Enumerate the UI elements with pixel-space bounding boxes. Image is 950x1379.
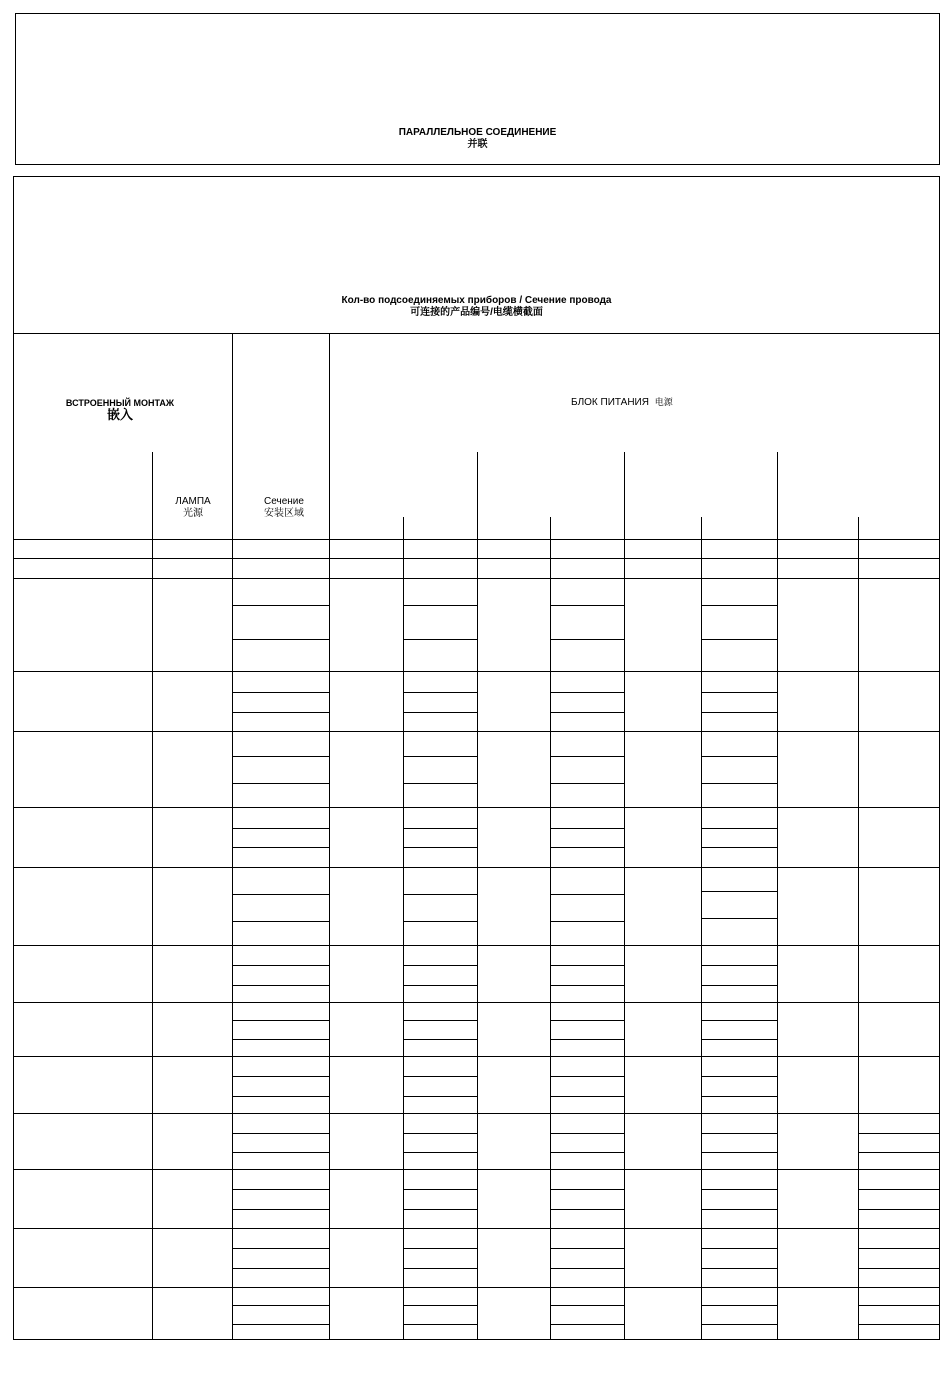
parallel-title	[15, 127, 940, 150]
grid-line-h	[858, 1189, 940, 1190]
grid-line-h	[858, 1248, 940, 1249]
grid-line-h	[13, 1056, 940, 1057]
grid-line-h	[550, 921, 624, 922]
grid-line-h	[13, 1169, 940, 1170]
grid-line-h	[403, 712, 477, 713]
grid-line-h	[701, 1133, 777, 1134]
grid-line-h	[701, 692, 777, 693]
grid-line-h	[701, 1096, 777, 1097]
grid-line-h	[858, 1305, 940, 1306]
grid-line-h	[232, 605, 329, 606]
grid-line-v	[329, 333, 330, 1340]
grid-line-h	[550, 1268, 624, 1269]
grid-line-h	[550, 1076, 624, 1077]
grid-line-h	[13, 1002, 940, 1003]
grid-line-h	[550, 712, 624, 713]
parallel-title-zh: 并联	[467, 138, 488, 150]
grid-line-h	[403, 985, 477, 986]
grid-line-h	[232, 1305, 329, 1306]
grid-line-h	[858, 1324, 940, 1325]
grid-line-h	[701, 891, 777, 892]
grid-line-h	[550, 1248, 624, 1249]
grid-line-h	[403, 756, 477, 757]
header-power-ru: БЛОК ПИТАНИЯ	[571, 397, 649, 408]
grid-line-h	[13, 1228, 940, 1229]
grid-line-h	[701, 1152, 777, 1153]
grid-line-h	[403, 1096, 477, 1097]
grid-line-h	[13, 867, 940, 868]
table-title-zh: 可连接的产品编号/电缆横截面	[410, 306, 543, 318]
grid-line-h	[232, 783, 329, 784]
grid-line-h	[403, 1020, 477, 1021]
grid-line-h	[13, 731, 940, 732]
grid-line-h	[403, 1324, 477, 1325]
grid-line-h	[550, 1096, 624, 1097]
grid-line-h	[13, 1113, 940, 1114]
grid-line-h	[701, 1020, 777, 1021]
grid-line-h	[13, 1287, 940, 1288]
table-title-ru: Кол-во подсоединяемых приборов / Сечение провода	[341, 295, 612, 306]
grid-line-h	[701, 605, 777, 606]
grid-line-h	[232, 1324, 329, 1325]
grid-line-h	[232, 1020, 329, 1021]
grid-line-h	[550, 639, 624, 640]
grid-line-v	[477, 452, 478, 1340]
grid-line-h	[232, 985, 329, 986]
grid-line-h	[232, 639, 329, 640]
header-embedded	[40, 398, 200, 423]
grid-line-v	[403, 517, 404, 1340]
grid-line-h	[403, 1268, 477, 1269]
grid-line-h	[403, 1039, 477, 1040]
grid-line-h	[232, 1152, 329, 1153]
table-title	[13, 295, 940, 318]
grid-line-h	[550, 1305, 624, 1306]
grid-line-h	[232, 1039, 329, 1040]
grid-line-h	[403, 1248, 477, 1249]
grid-line-h	[550, 1189, 624, 1190]
grid-line-h	[701, 639, 777, 640]
grid-line-h	[701, 1268, 777, 1269]
grid-line-h	[232, 1248, 329, 1249]
header-lamp-ru: ЛАМПА	[175, 496, 211, 507]
grid-line-h	[858, 1209, 940, 1210]
grid-line-h	[858, 1133, 940, 1134]
grid-line-h	[232, 921, 329, 922]
parallel-title-ru: ПАРАЛЛЕЛЬНОЕ СОЕДИНЕНИЕ	[398, 127, 557, 138]
grid-line-h	[550, 605, 624, 606]
grid-line-h	[550, 783, 624, 784]
grid-line-h	[701, 712, 777, 713]
grid-line-h	[403, 605, 477, 606]
grid-line-h	[550, 828, 624, 829]
grid-line-h	[550, 1209, 624, 1210]
grid-line-h	[701, 756, 777, 757]
grid-line-h	[403, 1209, 477, 1210]
grid-line-h	[13, 807, 940, 808]
grid-line-h	[403, 1133, 477, 1134]
grid-line-v	[624, 452, 625, 1340]
header-section-ru: Сечение	[264, 496, 304, 507]
grid-line-h	[232, 756, 329, 757]
header-power-zh: 电源	[654, 397, 673, 407]
grid-line-h	[232, 894, 329, 895]
header-embedded-zh: 嵌入	[106, 407, 133, 423]
grid-line-h	[403, 828, 477, 829]
header-section-zh: 安装区域	[264, 507, 304, 519]
grid-line-h	[701, 1324, 777, 1325]
grid-line-h	[403, 921, 477, 922]
grid-line-h	[403, 965, 477, 966]
grid-line-h	[403, 1076, 477, 1077]
grid-line-h	[550, 1324, 624, 1325]
grid-line-v	[550, 517, 551, 1340]
grid-line-h	[701, 1039, 777, 1040]
grid-line-h	[13, 671, 940, 672]
grid-line-h	[232, 1076, 329, 1077]
grid-line-h	[550, 1039, 624, 1040]
grid-line-h	[701, 828, 777, 829]
header-power	[571, 397, 673, 409]
grid-line-h	[701, 918, 777, 919]
grid-line-h	[13, 333, 940, 334]
grid-line-h	[403, 639, 477, 640]
grid-line-h	[550, 985, 624, 986]
grid-line-h	[403, 894, 477, 895]
grid-line-h	[403, 1152, 477, 1153]
grid-line-h	[232, 1133, 329, 1134]
header-section	[238, 496, 330, 519]
grid-line-h	[403, 692, 477, 693]
grid-line-h	[13, 558, 940, 559]
grid-line-h	[232, 1189, 329, 1190]
grid-line-h	[403, 1189, 477, 1190]
grid-line-h	[858, 1268, 940, 1269]
grid-line-h	[701, 965, 777, 966]
grid-line-h	[701, 1189, 777, 1190]
grid-line-h	[858, 1152, 940, 1153]
grid-line-h	[403, 783, 477, 784]
grid-line-h	[701, 847, 777, 848]
grid-line-h	[701, 985, 777, 986]
grid-line-h	[701, 1248, 777, 1249]
grid-line-h	[232, 692, 329, 693]
grid-line-h	[550, 847, 624, 848]
grid-line-h	[232, 1096, 329, 1097]
grid-line-h	[232, 847, 329, 848]
grid-line-v	[152, 452, 153, 1340]
grid-line-h	[550, 965, 624, 966]
grid-line-v	[858, 517, 859, 1340]
grid-line-h	[550, 1020, 624, 1021]
grid-line-h	[403, 1305, 477, 1306]
grid-line-h	[13, 539, 940, 540]
grid-line-v	[701, 517, 702, 1340]
grid-line-h	[550, 1133, 624, 1134]
grid-line-h	[550, 1152, 624, 1153]
grid-line-h	[232, 712, 329, 713]
grid-line-h	[232, 1209, 329, 1210]
grid-line-h	[13, 578, 940, 579]
header-embedded-ru: ВСТРОЕННЫЙ МОНТАЖ	[65, 398, 175, 408]
grid-line-h	[701, 783, 777, 784]
grid-line-h	[403, 847, 477, 848]
grid-line-v	[777, 452, 778, 1340]
header-lamp-zh: 光源	[183, 507, 203, 519]
grid-line-h	[550, 692, 624, 693]
header-lamp	[153, 496, 233, 519]
grid-line-h	[550, 894, 624, 895]
grid-line-h	[232, 965, 329, 966]
grid-line-h	[13, 945, 940, 946]
grid-line-h	[701, 1209, 777, 1210]
grid-line-h	[232, 1268, 329, 1269]
grid-line-h	[550, 756, 624, 757]
grid-line-h	[701, 1305, 777, 1306]
grid-line-h	[701, 1076, 777, 1077]
grid-line-h	[232, 828, 329, 829]
